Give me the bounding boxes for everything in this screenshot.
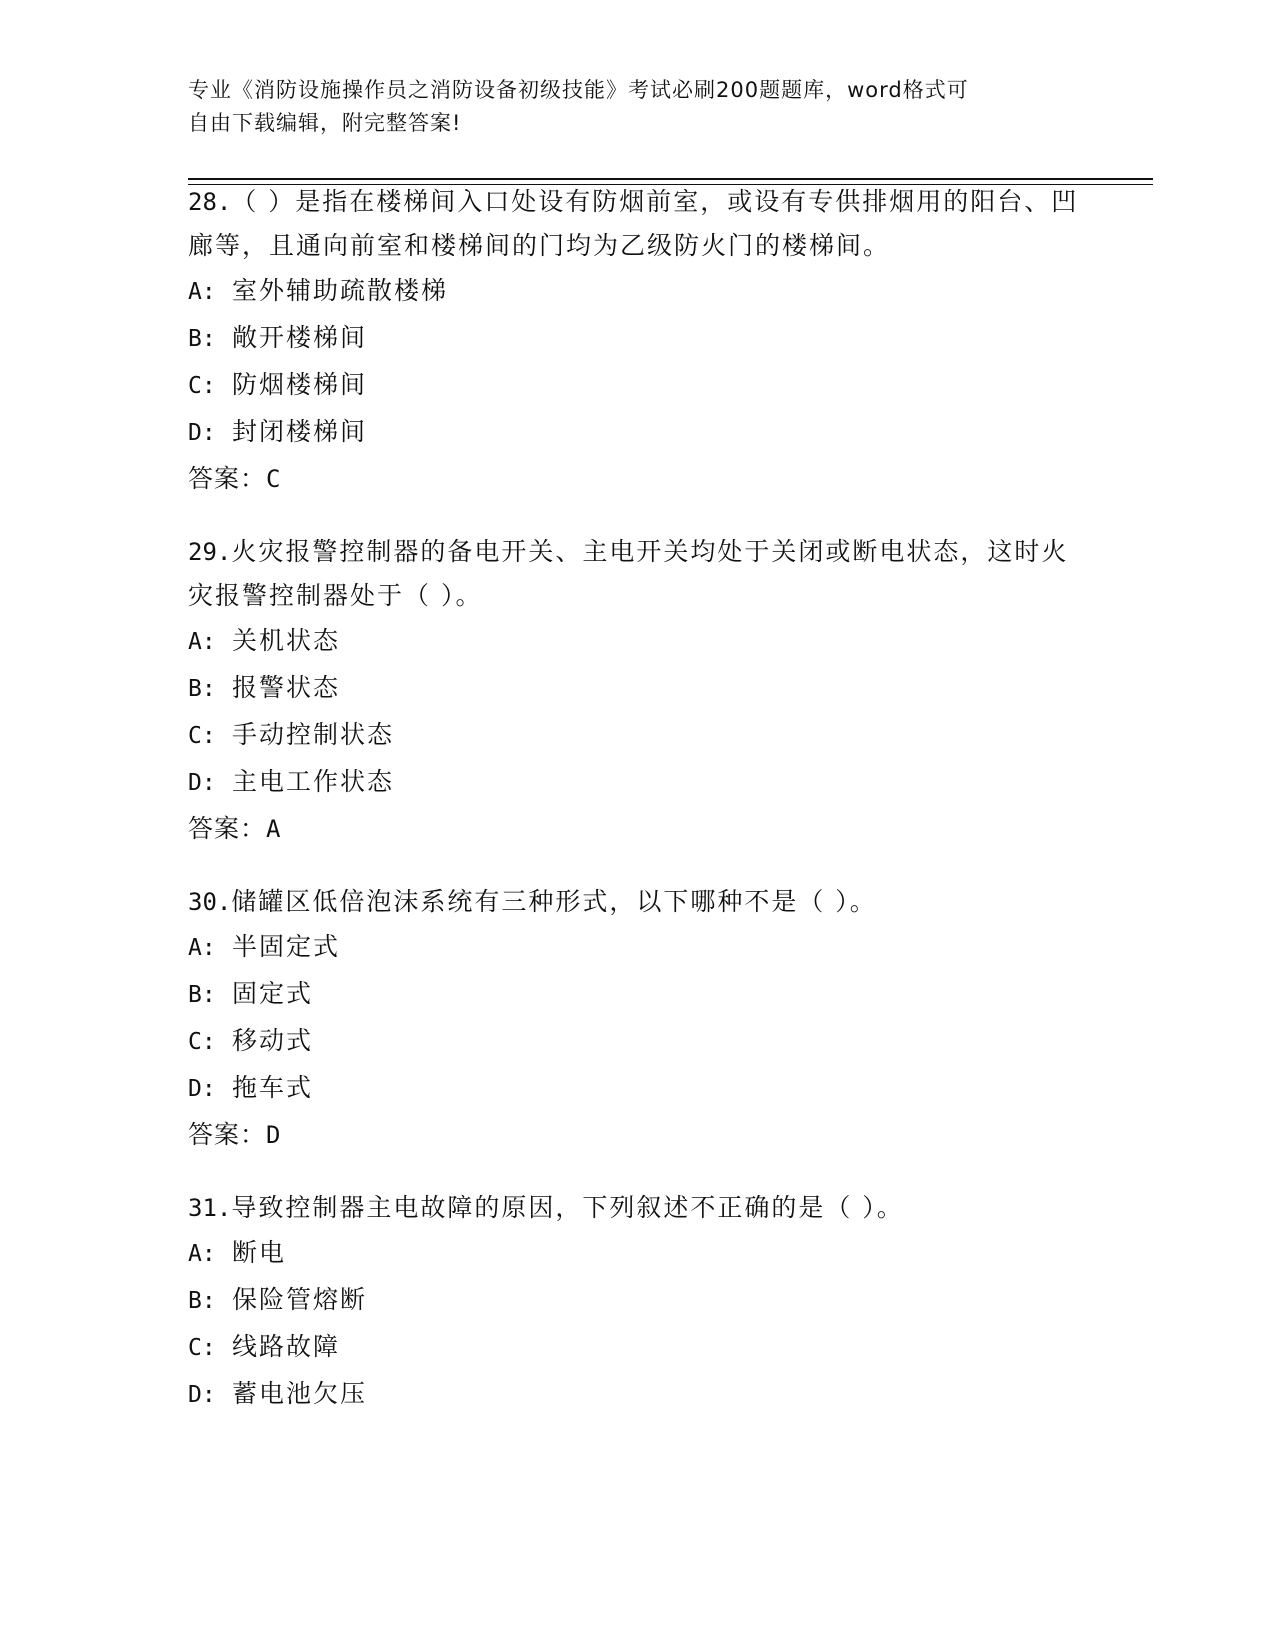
question-text: 火灾报警控制器的备电开关、主电开关均处于关闭或断电状态，这时火灾报警控制器处于（ ）。 [188, 537, 1069, 610]
option-text: 主电工作状态 [232, 767, 395, 796]
answer-value: A [266, 815, 282, 843]
question-text: （ ）是指在楼梯间入口处设有防烟前室，或设有专供排烟用的阳台、凹廊等，且通向前室和楼梯间的门均为乙级防火门的楼梯间。 [188, 187, 1079, 260]
option-text: 保险管熔断 [232, 1285, 368, 1314]
option-letter: D: [188, 420, 216, 446]
option-b [188, 1277, 1088, 1324]
question-31 [188, 1186, 1088, 1418]
option-letter: B: [188, 1288, 216, 1314]
option-c [188, 1324, 1088, 1371]
option-c [188, 712, 1088, 759]
option-letter: D: [188, 1076, 216, 1102]
option-b [188, 665, 1088, 712]
question-stem [188, 530, 1088, 618]
option-a [188, 924, 1088, 971]
option-text: 关机状态 [232, 626, 341, 655]
question-number: 29. [188, 538, 232, 566]
option-letter: A: [188, 935, 216, 961]
question-number: 31. [188, 1194, 232, 1222]
option-text: 拖车式 [232, 1073, 314, 1102]
option-letter: C: [188, 1029, 216, 1055]
option-text: 移动式 [232, 1026, 314, 1055]
answer-line [188, 1112, 1088, 1158]
answer-line [188, 456, 1088, 502]
option-letter: D: [188, 1382, 216, 1408]
option-text: 固定式 [232, 979, 314, 1008]
question-stem [188, 180, 1088, 268]
option-letter: A: [188, 1241, 216, 1267]
option-a [188, 1230, 1088, 1277]
answer-value: C [266, 465, 282, 493]
option-text: 报警状态 [232, 673, 341, 702]
answer-value: D [266, 1121, 282, 1149]
answer-label: 答案： [188, 814, 267, 843]
option-letter: A: [188, 629, 216, 655]
document-header [188, 74, 1068, 140]
option-letter: D: [188, 770, 216, 796]
question-28 [188, 180, 1088, 502]
option-text: 手动控制状态 [232, 720, 395, 749]
option-text: 室外辅助疏散楼梯 [232, 276, 449, 305]
option-text: 封闭楼梯间 [232, 417, 368, 446]
option-letter: B: [188, 326, 216, 352]
option-letter: C: [188, 373, 216, 399]
answer-line [188, 806, 1088, 852]
question-29 [188, 530, 1088, 852]
option-text: 敞开楼梯间 [232, 323, 368, 352]
option-text: 防烟楼梯间 [232, 370, 368, 399]
question-30 [188, 880, 1088, 1158]
option-letter: B: [188, 676, 216, 702]
option-c [188, 362, 1088, 409]
header-line-2: 自由下载编辑，附完整答案! [188, 111, 462, 135]
question-text: 导致控制器主电故障的原因，下列叙述不正确的是（ ）。 [231, 1193, 904, 1222]
option-letter: A: [188, 279, 216, 305]
option-d [188, 1371, 1088, 1418]
question-number: 30. [188, 888, 232, 916]
question-text: 储罐区低倍泡沫系统有三种形式，以下哪种不是（ ）。 [231, 887, 877, 916]
option-text: 线路故障 [232, 1332, 341, 1361]
option-letter: C: [188, 723, 216, 749]
question-stem [188, 880, 1088, 924]
option-letter: B: [188, 982, 216, 1008]
option-d [188, 759, 1088, 806]
option-text: 蓄电池欠压 [232, 1379, 368, 1408]
option-letter: C: [188, 1335, 216, 1361]
answer-label: 答案： [188, 1120, 267, 1149]
answer-label: 答案： [188, 464, 267, 493]
option-text: 半固定式 [232, 932, 341, 961]
option-a [188, 618, 1088, 665]
option-b [188, 971, 1088, 1018]
option-a [188, 268, 1088, 315]
question-stem [188, 1186, 1088, 1230]
option-d [188, 409, 1088, 456]
header-line-1: 专业《消防设施操作员之消防设备初级技能》考试必刷200题题库，word格式可 [188, 78, 969, 102]
option-text: 断电 [232, 1238, 287, 1267]
question-number: 28. [188, 188, 232, 216]
option-b [188, 315, 1088, 362]
option-d [188, 1065, 1088, 1112]
option-c [188, 1018, 1088, 1065]
